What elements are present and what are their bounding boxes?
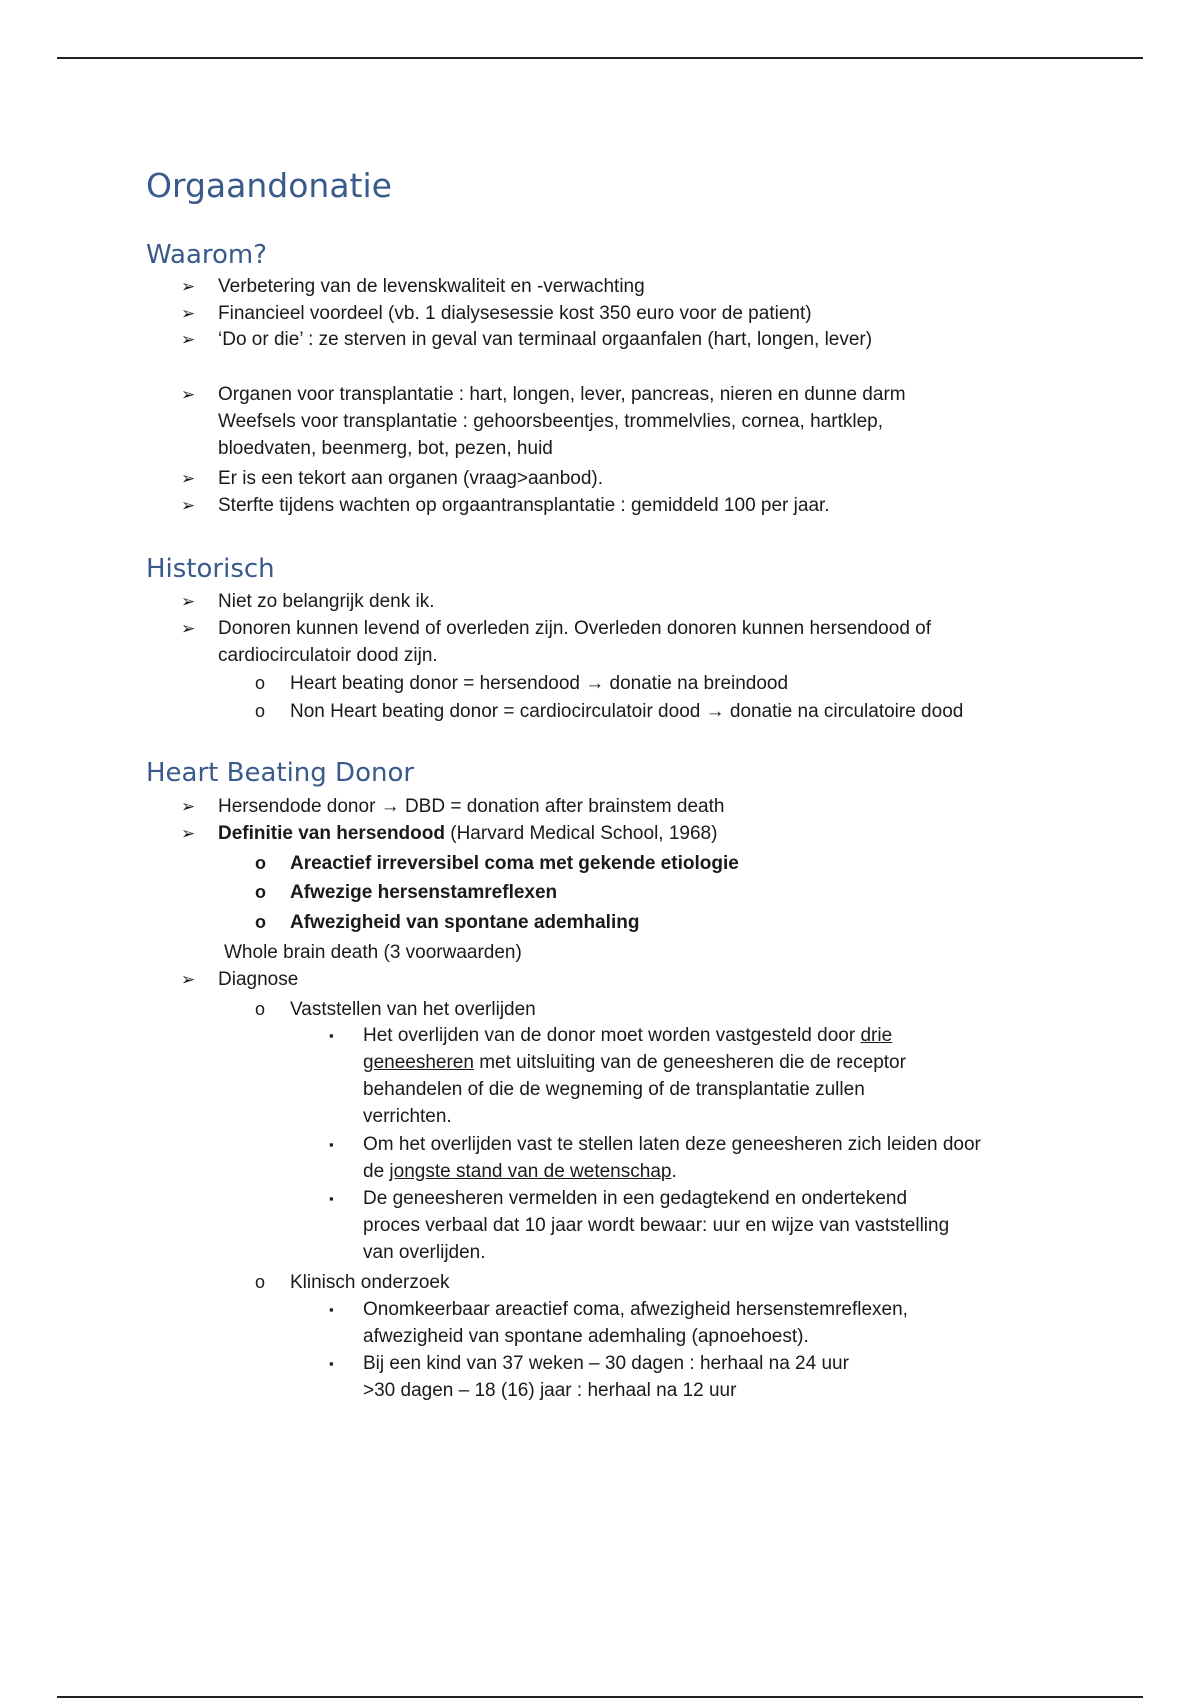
list-item-continuation: geneesheren met uitsluiting van de geneesheren die de receptor	[363, 1052, 906, 1073]
sub-sub-list-item: ▪ Om het overlijden vast te stellen laten deze geneesheren zich leiden door	[363, 1131, 981, 1158]
list-item: ➢ ‘Do or die’ : ze sterven in geval van terminaal orgaanfalen (hart, longen, lever)	[218, 326, 872, 353]
list-item: ➢ Er is een tekort aan organen (vraag>aanbod).	[218, 465, 603, 492]
list-item-continuation: verrichten.	[363, 1106, 452, 1127]
circle-bullet-icon: o	[255, 999, 266, 1019]
sub-list-item: o Afwezige hersenstamreflexen	[290, 879, 557, 906]
square-bullet-icon: ▪	[329, 1302, 334, 1317]
arrow-bullet-icon: ➢	[181, 330, 196, 349]
list-item-continuation: cardiocirculatoir dood zijn.	[218, 645, 438, 666]
list-item: ➢ Hersendode donor → DBD = donation after brainstem death	[218, 793, 724, 820]
sub-list-item: o Heart beating donor = hersendood → donatie na breindood	[290, 670, 788, 697]
arrow-bullet-icon: ➢	[181, 496, 196, 515]
list-item-continuation: proces verbaal dat 10 jaar wordt bewaar: uur en wijze van vaststelling	[363, 1215, 950, 1236]
arrow-bullet-icon: ➢	[181, 385, 196, 404]
list-item-continuation: Weefsels voor transplantatie : gehoorsbeentjes, trommelvlies, cornea, hartklep,	[218, 411, 883, 432]
list-item-continuation: de jongste stand van de wetenschap.	[363, 1161, 677, 1182]
circle-bullet-icon: o	[255, 853, 266, 873]
footer-rule	[57, 1696, 1143, 1698]
circle-bullet-icon: o	[255, 912, 266, 932]
heading-heart-beating-donor: Heart Beating Donor	[146, 758, 415, 788]
sub-sub-list-item: ▪ Het overlijden van de donor moet worden vastgesteld door drie	[363, 1022, 892, 1049]
list-item-continuation: afwezigheid van spontane ademhaling (apnoehoest).	[363, 1326, 809, 1347]
square-bullet-icon: ▪	[329, 1356, 334, 1371]
list-item-continuation: >30 dagen – 18 (16) jaar : herhaal na 12 uur	[363, 1380, 737, 1401]
sub-list-item: o Vaststellen van het overlijden	[290, 996, 536, 1023]
circle-bullet-icon: o	[255, 882, 266, 902]
sub-list-item: o Afwezigheid van spontane ademhaling	[290, 909, 639, 936]
arrow-bullet-icon: ➢	[181, 304, 196, 323]
arrow-bullet-icon: ➢	[181, 469, 196, 488]
list-item: ➢ Definitie van hersendood (Harvard Medical School, 1968)	[218, 820, 717, 847]
circle-bullet-icon: o	[255, 1272, 266, 1292]
list-item-continuation: van overlijden.	[363, 1242, 486, 1263]
list-item: ➢ Financieel voordeel (vb. 1 dialysesessie kost 350 euro voor de patient)	[218, 300, 812, 327]
circle-bullet-icon: o	[255, 701, 266, 721]
arrow-bullet-icon: ➢	[181, 277, 196, 296]
list-item: ➢ Niet zo belangrijk denk ik.	[218, 588, 435, 615]
list-item: ➢ Organen voor transplantatie : hart, longen, lever, pancreas, nieren en dunne darm	[218, 381, 906, 408]
sub-list-item: o Non Heart beating donor = cardiocirculatoir dood → donatie na circulatoire dood	[290, 698, 963, 725]
list-item: ➢ Verbetering van de levenskwaliteit en -verwachting	[218, 273, 645, 300]
heading-historisch: Historisch	[146, 554, 275, 584]
sub-sub-list-item: ▪ De geneesheren vermelden in een gedagtekend en ondertekend	[363, 1185, 907, 1212]
header-rule	[57, 57, 1143, 59]
square-bullet-icon: ▪	[329, 1028, 334, 1043]
arrow-bullet-icon: ➢	[181, 592, 196, 611]
arrow-bullet-icon: ➢	[181, 824, 196, 843]
circle-bullet-icon: o	[255, 673, 266, 693]
note-line: Whole brain death (3 voorwaarden)	[224, 942, 522, 963]
arrow-bullet-icon: ➢	[181, 970, 196, 989]
arrow-bullet-icon: ➢	[181, 619, 196, 638]
square-bullet-icon: ▪	[329, 1137, 334, 1152]
list-item: ➢ Sterfte tijdens wachten op orgaantransplantatie : gemiddeld 100 per jaar.	[218, 492, 830, 519]
sub-sub-list-item: ▪ Bij een kind van 37 weken – 30 dagen : herhaal na 24 uur	[363, 1350, 849, 1377]
sub-list-item: o Areactief irreversibel coma met gekende etiologie	[290, 850, 739, 877]
heading-waarom: Waarom?	[146, 240, 268, 270]
list-item: ➢ Donoren kunnen levend of overleden zijn. Overleden donoren kunnen hersendood of	[218, 615, 931, 642]
sub-list-item: o Klinisch onderzoek	[290, 1269, 449, 1296]
page-title: Orgaandonatie	[146, 166, 392, 205]
arrow-bullet-icon: ➢	[181, 797, 196, 816]
list-item-continuation: bloedvaten, beenmerg, bot, pezen, huid	[218, 438, 553, 459]
list-item-continuation: behandelen of die de wegneming of de transplantatie zullen	[363, 1079, 865, 1100]
list-item: ➢ Diagnose	[218, 966, 298, 993]
sub-sub-list-item: ▪ Onomkeerbaar areactief coma, afwezigheid hersenstemreflexen,	[363, 1296, 908, 1323]
square-bullet-icon: ▪	[329, 1191, 334, 1206]
